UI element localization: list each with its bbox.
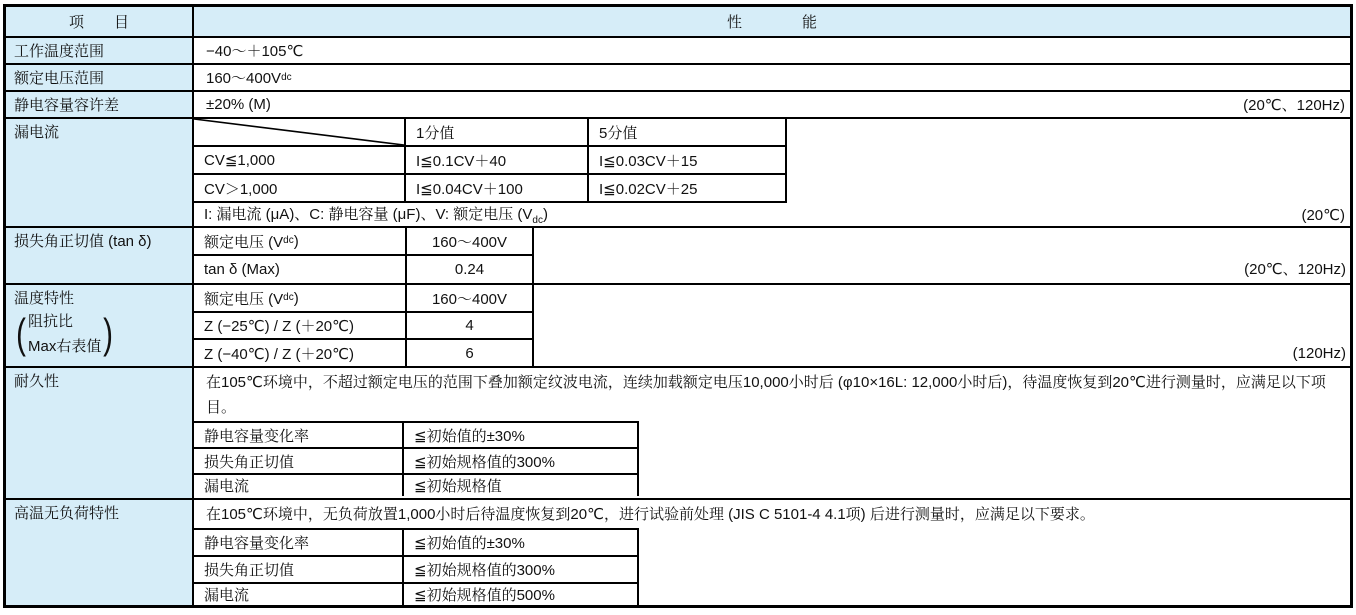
header-item-cell: 项 目 — [6, 7, 194, 36]
leakage-row-cv-low — [194, 147, 787, 175]
leakage-range: CV≦1,000 — [194, 147, 406, 173]
leakage-5min-formula: I≦0.03CV＋15 — [589, 147, 787, 173]
temp-char-row2-value: 4 — [407, 313, 534, 338]
temp-char-label: 温度特性 ( 阻抗比 Max右表值 ) — [6, 285, 194, 366]
endurance-label: 耐久性 — [6, 368, 194, 498]
leakage-col-5min: 5分值 — [589, 119, 787, 145]
table-row: 损失角正切值 ≦初始规格值的300% — [194, 557, 639, 584]
table-row: 静电容量变化率 ≦初始值的±30% — [194, 530, 639, 557]
tan-delta-condition: (20℃、120Hz) — [1244, 261, 1346, 278]
row-temp-characteristics — [6, 283, 1350, 366]
endurance-table — [194, 421, 639, 496]
endurance-description: 在105℃环境中，不超过额定电压的范围下叠加额定纹波电流，连续加载额定电压10,000小时后 (φ10×16L: 12,000小时后)，待温度恢复到20℃进行测量时，应满足以下项目。 — [206, 374, 1326, 416]
row-operating-temp — [6, 36, 1350, 63]
tan-delta-row1-value: 160～400V — [407, 228, 534, 254]
cap-tolerance-label: 静电容量容许差 — [6, 92, 194, 117]
vdc-subscript: dc — [283, 292, 294, 303]
temp-char-table — [194, 285, 534, 366]
operating-temp-value: −40～＋105℃ — [206, 43, 304, 60]
operating-temp-label: 工作温度范围 — [6, 38, 194, 63]
high-temp-label: 高温无负荷特性 — [6, 500, 194, 605]
tan-delta-label: 损失角正切值 (tan δ) — [6, 228, 194, 283]
leakage-range: CV＞1,000 — [194, 175, 406, 201]
table-header-row — [6, 7, 1350, 36]
row-tan-delta — [6, 226, 1350, 283]
temp-char-row1-value: 160～400V — [407, 285, 534, 311]
rated-voltage-value: 160～400V dc — [206, 70, 292, 87]
temp-char-row3-value: 6 — [407, 340, 534, 366]
leakage-1min-formula: I≦0.1CV＋40 — [406, 147, 589, 173]
high-temp-description: 在105℃环境中，无负荷放置1,000小时后待温度恢复到20℃，进行试验前处理 (JIS C 5101-4 4.1项) 后进行测量时，应满足以下要求。 — [206, 506, 1095, 523]
table-row: 漏电流 ≦初始规格值的500% — [194, 584, 639, 605]
vdc-subscript: dc — [283, 235, 294, 246]
cap-tolerance-value: ±20% (M) — [206, 96, 271, 113]
header-performance-cell: 性 能 — [194, 7, 1350, 36]
table-row: 漏电流 ≦初始规格值 — [194, 475, 639, 496]
tan-delta-row2-value: 0.24 — [407, 256, 534, 283]
temp-char-paren-note: ( 阻抗比 Max右表值 ) — [16, 310, 114, 357]
leakage-row-cv-high — [194, 175, 787, 203]
temp-char-row1-name: 额定电压 (V dc ) — [194, 285, 407, 311]
leakage-condition: (20℃) — [1301, 206, 1345, 224]
diagonal-line — [194, 119, 404, 145]
row-leakage-current — [6, 117, 1350, 226]
vdc-subscript: dc — [532, 215, 543, 226]
cap-tolerance-condition: (20℃、120Hz) — [1243, 97, 1345, 114]
leakage-1min-formula: I≦0.04CV＋100 — [406, 175, 589, 201]
row-cap-tolerance — [6, 90, 1350, 117]
row-high-temp-no-load — [6, 498, 1350, 605]
temp-char-row2-name: Z (−25℃) / Z (＋20℃) — [194, 313, 407, 338]
spec-table — [3, 4, 1353, 608]
leakage-note: I: 漏电流 (μA)、C: 静电容量 (μF)、V: 额定电压 $(V_{dc})$ — [204, 206, 548, 226]
leakage-5min-formula: I≦0.02CV＋25 — [589, 175, 787, 201]
table-row: 静电容量变化率 ≦初始值的±30% — [194, 423, 639, 449]
leakage-label: 漏电流 — [6, 119, 194, 226]
high-temp-table — [194, 528, 639, 605]
tan-delta-table — [194, 228, 534, 283]
row-endurance — [6, 366, 1350, 498]
leakage-col-1min: 1分值 — [406, 119, 589, 145]
temp-char-row3-name: Z (−40℃) / Z (＋20℃) — [194, 340, 407, 366]
tan-delta-row2-name: tan δ (Max) — [194, 256, 407, 283]
leakage-diagonal-cell — [194, 119, 406, 145]
tan-delta-row1-name: 额定电压 (V dc ) — [194, 228, 407, 254]
temp-char-condition: (120Hz) — [1292, 345, 1346, 362]
table-row: 损失角正切值 ≦初始规格值的300% — [194, 449, 639, 475]
vdc-subscript: dc — [281, 71, 292, 83]
rated-voltage-label: 额定电压范围 — [6, 65, 194, 90]
leakage-table — [194, 119, 787, 203]
row-rated-voltage — [6, 63, 1350, 90]
